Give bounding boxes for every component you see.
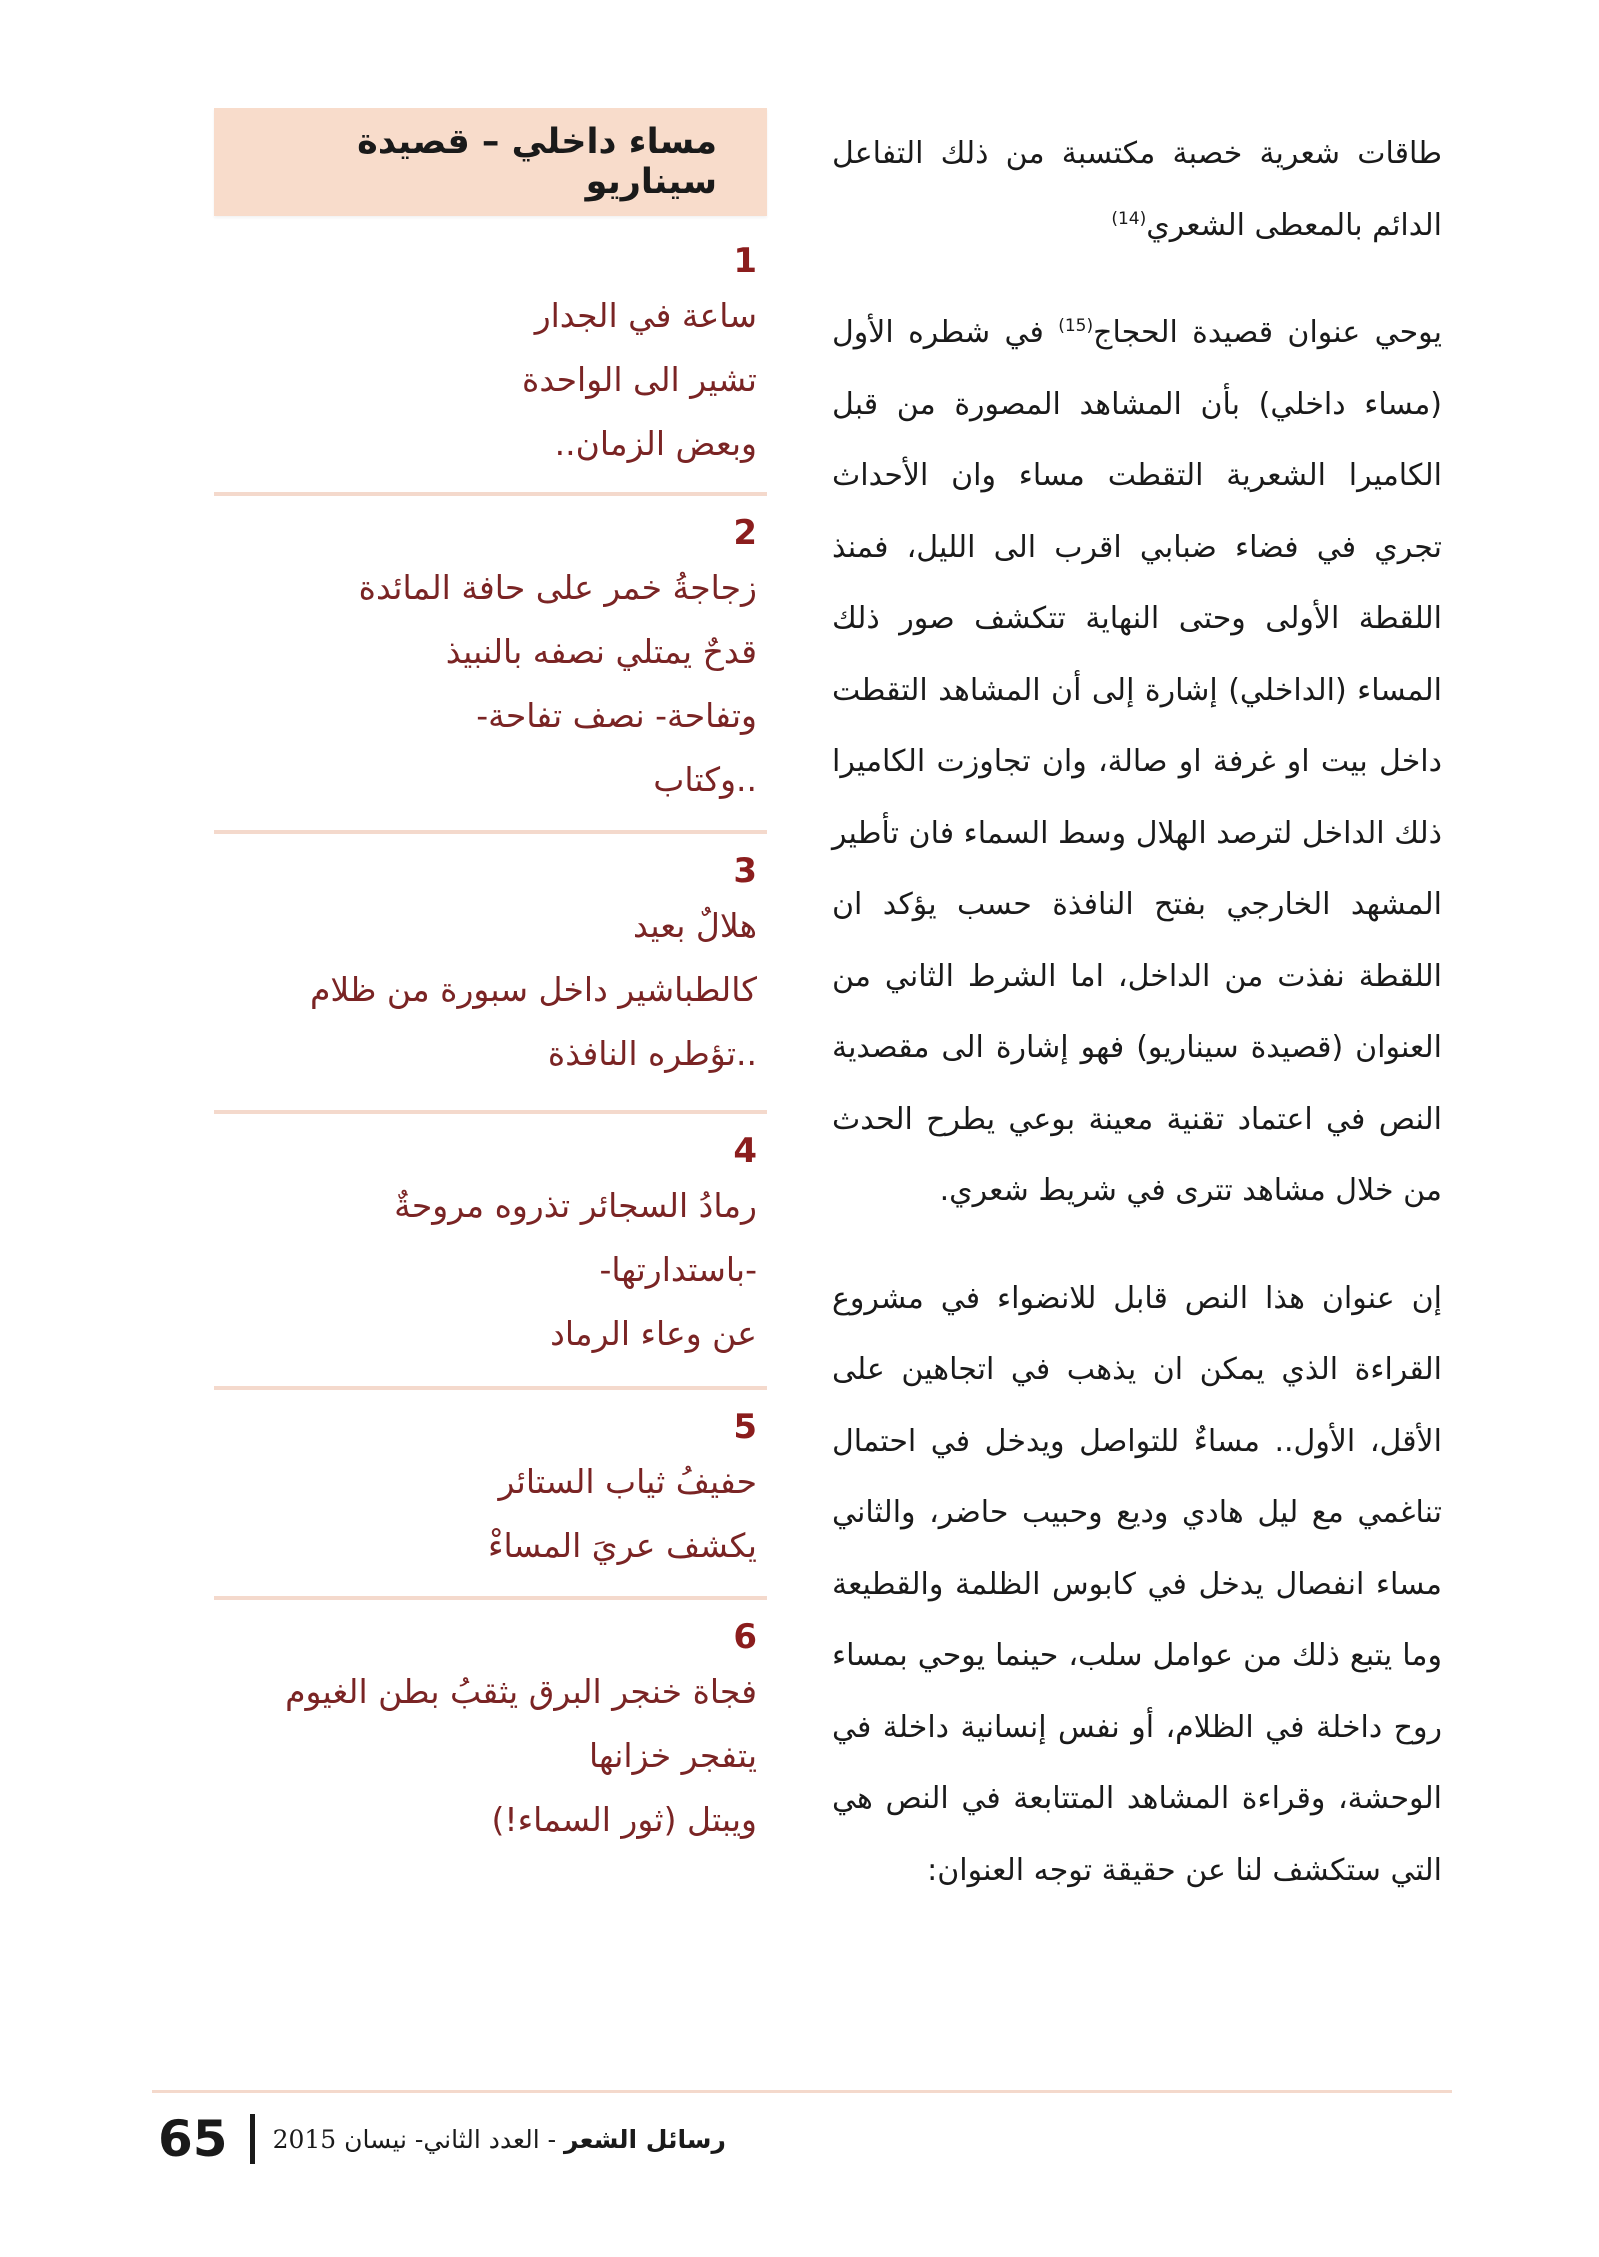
stanza-number: 6 [733, 1617, 757, 1657]
poem-line: فجاة خنجر البرق يثقبُ بطن الغيوم [285, 1672, 757, 1711]
paragraph-1-text: طاقات شعرية خصبة مكتسبة من ذلك التفاعل الدائم بالمعطى الشعري [832, 136, 1442, 243]
stanza-number: 5 [733, 1407, 757, 1447]
footnote-ref-15[interactable]: (15) [1058, 316, 1094, 336]
poem-line: قدحٌ يمتلي نصفه بالنبيذ [445, 632, 757, 671]
stanza-3 [214, 834, 767, 1110]
poem-line: رمادُ السجائر تذروه مروحةٌ [394, 1186, 757, 1225]
poem-line: وتفاحة- نصف تفاحة- [476, 696, 757, 735]
poem-line: هلالٌ بعيد [633, 906, 757, 945]
page-number: 65 [158, 2110, 228, 2168]
paragraph-1 [832, 118, 1442, 261]
stanza-5 [214, 1390, 767, 1596]
paragraph-3: إن عنوان هذا النص قابل للانضواء في مشروع القراءة الذي يمكن ان يذهب في اتجاهين على الأقل، الأول.. مساءٌ للتواصل ويدخل في احتمال تناغمي مع ليل هادي وديع وحبيب حاضر، والثاني مساء انفصال يدخل في كابوس الظلمة والقطيعة وما يتبع ذلك من عوامل سلب، حينما يوحي بمساء روح داخلة في الظلام، أو نفس إنسانية داخلة في الوحشة، وقراءة المشاهد المتتابعة في النص هي التي ستكشف لنا عن حقيقة توجه العنوان: [832, 1280, 1442, 1888]
magazine-name: رسائل الشعر [564, 2124, 726, 2154]
poem-title-box [214, 108, 767, 216]
footer-divider [152, 2090, 1452, 2093]
stanza-6 [214, 1600, 767, 1852]
stanza-1 [214, 216, 767, 492]
poem-stanzas [214, 216, 767, 1852]
stanza-number: 4 [733, 1131, 757, 1171]
issue-info: - العدد الثاني- نيسان 2015 [272, 2124, 565, 2154]
poem-line: يتفجر خزانها [588, 1736, 757, 1775]
footnote-ref-14[interactable]: (14) [1111, 208, 1147, 229]
poem-line: ساعة في الجدار [534, 296, 757, 335]
poem-line: عن وعاء الرماد [550, 1314, 757, 1353]
poem-title: مساء داخلي – قصيدة سيناريو [357, 122, 717, 202]
stanza-4 [214, 1114, 767, 1386]
footer-separator-bar [250, 2114, 255, 2164]
poem-line: ..تؤطره النافذة [547, 1034, 757, 1073]
stanza-number: 3 [733, 851, 757, 891]
poem-line: ..وكتاب [653, 760, 757, 799]
stanza-number: 1 [733, 241, 757, 281]
article-text [832, 118, 1442, 1906]
poem-line: تشير الى الواحدة [522, 360, 757, 399]
poem-line: زجاجةُ خمر على حافة المائدة [358, 568, 757, 607]
poem-line: حفيفُ ثياب الستائر [498, 1462, 757, 1501]
poem-line: يكشف عريَ المساءْ [487, 1526, 757, 1565]
poem-line: ويبتل (ثور السماء!) [491, 1800, 757, 1839]
paragraph-2-start: يوحي عنوان قصيدة الحجاج [1093, 315, 1442, 350]
stanza-2 [214, 496, 767, 830]
page-footer [158, 2108, 726, 2170]
poem-line: وبعض الزمان.. [554, 424, 757, 463]
poem-panel [214, 108, 767, 1852]
poem-line: كالطباشير داخل سبورة من ظلام [310, 970, 757, 1009]
paragraph-2-rest: في شطره الأول (مساء داخلي) بأن المشاهد المصورة من قبل الكاميرا الشعرية التقطت مساء وان الأحداث تجري في فضاء ضبابي اقرب الى الليل، فمنذ اللقطة الأولى وحتى النهاية تتكشف صور ذلك المساء (الداخلي) إشارة إلى أن المشاهد التقطت داخل بيت او غرفة او صالة، وان تجاوزت الكاميرا ذلك الداخل لترصد الهلال وسط السماء فان تأطير المشهد الخارجي بفتح النافذة حسب يؤكد ان اللقطة نفذت من الداخل، اما الشرط الثاني من العنوان (قصيدة سيناريو) فهو إشارة الى مقصدية النص في اعتماد تقنية معينة بوعي يطرح الحدث من خلال مشاهد تترى في شريط شعري. [832, 315, 1442, 1208]
footer-publication [273, 2125, 726, 2154]
paragraph-2 [832, 297, 1442, 1227]
stanza-number: 2 [733, 513, 757, 553]
poem-line: -باستدارتها- [599, 1250, 757, 1289]
